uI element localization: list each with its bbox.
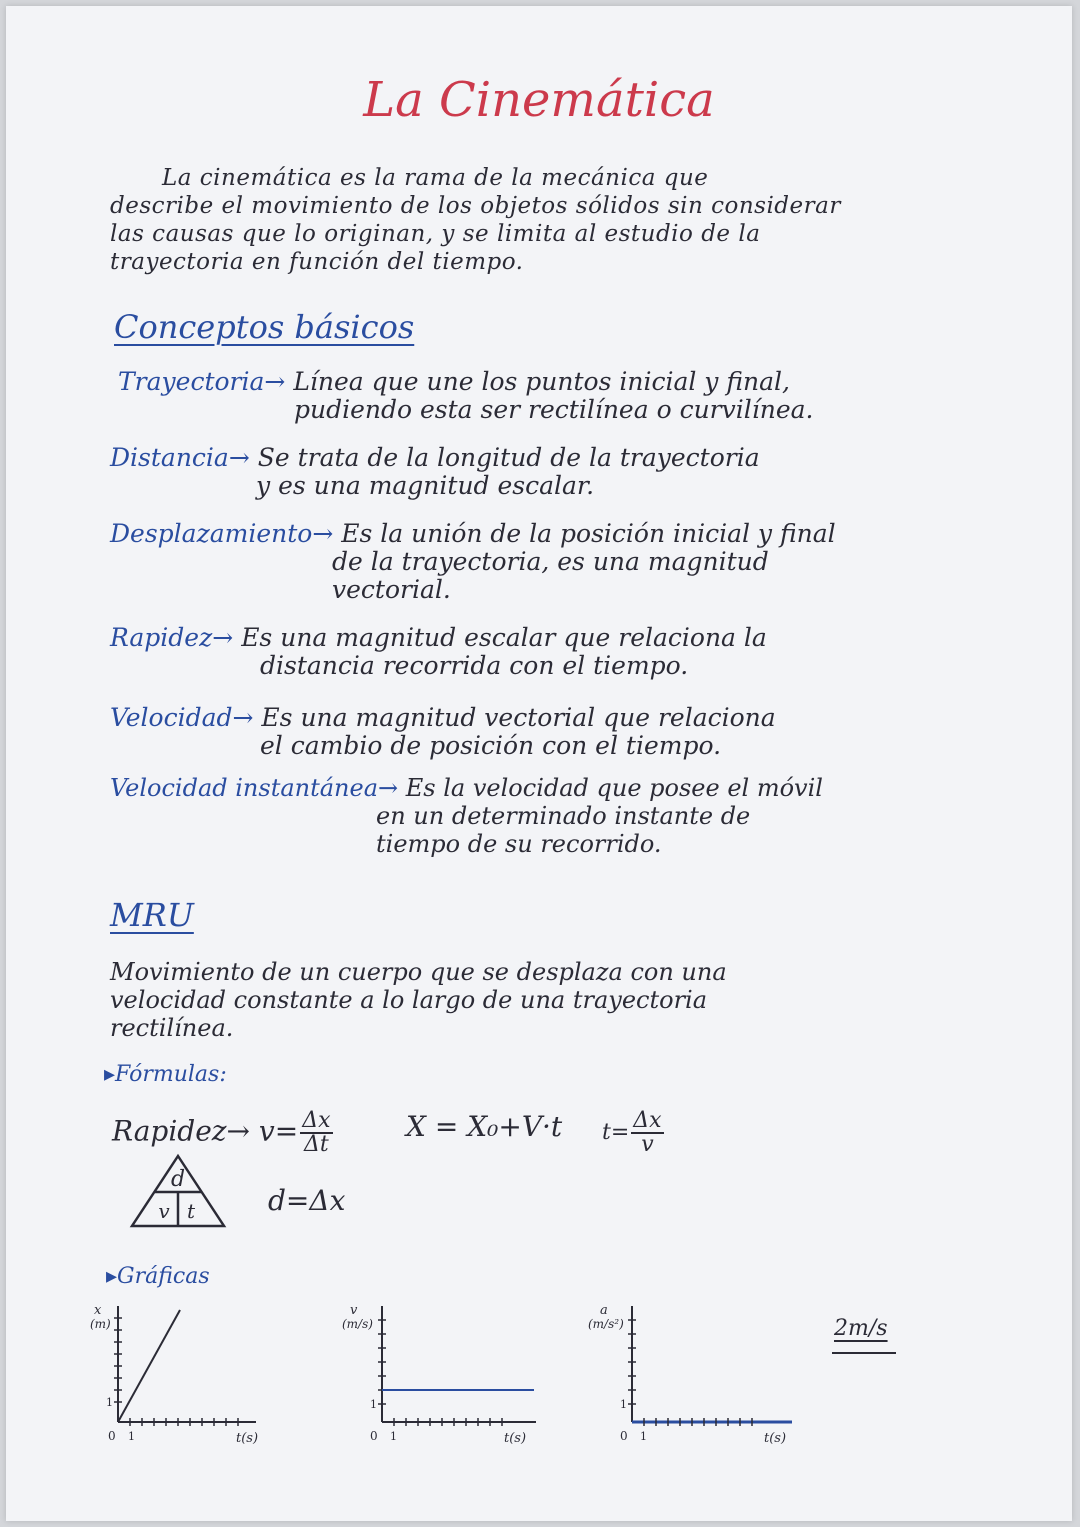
fraction-numerator: Δx: [633, 1108, 662, 1133]
rapidez-formula: [112, 1110, 333, 1156]
notebook-page: [6, 6, 1072, 1521]
intro-paragraph: [110, 164, 870, 276]
intro-line: las causas que lo originan, y se limita al estudio de la: [110, 221, 761, 247]
y-axis-label: a: [600, 1303, 608, 1318]
section-heading-mru: MRU: [110, 896, 194, 934]
concept-desc: Es una magnitud vectorial que relaciona: [261, 703, 776, 732]
concept-velocidad-instantanea: [110, 774, 890, 858]
fraction-denominator: Δt: [303, 1132, 329, 1157]
d-formula: d=Δx: [268, 1184, 346, 1217]
concept-term: Trayectoria: [118, 367, 265, 396]
x-tick-label: 1: [128, 1430, 135, 1443]
concept-term: Distancia: [110, 443, 229, 472]
graph-position-time: [86, 1298, 286, 1448]
concept-desc: pudiendo esta ser rectilínea o curvilínea.: [294, 395, 814, 424]
arrow-icon: →: [212, 623, 234, 652]
arrow-icon: →: [264, 367, 286, 396]
x-tick-label: 1: [640, 1430, 647, 1443]
y-axis-unit: (m/s): [342, 1317, 373, 1331]
graph-acceleration-time: [586, 1298, 806, 1448]
v-equals: v=: [258, 1114, 299, 1148]
concept-desc: el cambio de posición con el tiempo.: [260, 731, 722, 760]
graph-velocity-time: [340, 1298, 550, 1448]
concept-distancia: [110, 444, 890, 500]
position-line: [118, 1310, 180, 1422]
mru-definition: [110, 958, 830, 1042]
triangle-t: t: [186, 1199, 196, 1223]
y-tick-label: 1: [106, 1396, 113, 1409]
fraction-denominator: v: [641, 1132, 654, 1157]
x-axis-label: t(s): [236, 1431, 259, 1446]
y-axis-label: v: [350, 1303, 358, 1318]
position-formula: X = X₀+V·t: [406, 1110, 563, 1143]
concept-desc: tiempo de su recorrido.: [376, 830, 662, 858]
concept-desc: de la trayectoria, es una magnitud: [332, 547, 769, 576]
mru-line: rectilínea.: [110, 1014, 234, 1042]
concept-desc: vectorial.: [332, 575, 451, 604]
side-note: 2m/s: [834, 1316, 888, 1341]
graficas-label: ▸Gráficas: [106, 1264, 210, 1289]
concept-desc: Se trata de la longitud de la trayectoria: [257, 443, 760, 472]
mru-line: velocidad constante a lo largo de una trayectoria: [110, 986, 708, 1014]
concept-trayectoria: [118, 368, 898, 424]
section-heading-conceptos: Conceptos básicos: [114, 308, 415, 346]
arrow-icon: →: [228, 443, 250, 472]
concept-rapidez: [110, 624, 890, 680]
fraction-numerator: Δx: [302, 1108, 331, 1133]
t-fraction: [631, 1110, 663, 1156]
arrow-icon: →: [226, 1114, 251, 1148]
arrow-icon: →: [312, 519, 334, 548]
concept-desc: en un determinado instante de: [376, 802, 751, 830]
time-formula: [602, 1110, 664, 1156]
y-tick-label: 1: [620, 1398, 627, 1411]
triangle-d: d: [170, 1167, 186, 1192]
divider: [832, 1352, 896, 1354]
concept-desc: distancia recorrida con el tiempo.: [260, 651, 689, 680]
t-equals: t=: [602, 1120, 630, 1145]
dvt-triangle-icon: [128, 1152, 228, 1232]
intro-line: La cinemática es la rama de la mecánica que: [162, 165, 709, 191]
formulas-label: ▸Fórmulas:: [104, 1062, 227, 1087]
concept-term: Velocidad instantánea: [110, 774, 379, 802]
origin-label: 0: [370, 1429, 378, 1443]
v-fraction: [300, 1110, 332, 1156]
rapidez-label: Rapidez: [112, 1114, 227, 1148]
intro-line: describe el movimiento de los objetos sólidos sin considerar: [110, 193, 841, 219]
arrow-icon: →: [232, 703, 254, 732]
intro-line: trayectoria en función del tiempo.: [110, 249, 524, 275]
x-axis-label: t(s): [504, 1431, 527, 1446]
triangle-v: v: [158, 1199, 170, 1223]
concept-desc: Línea que une los puntos inicial y final,: [293, 367, 790, 396]
concept-term: Velocidad: [110, 703, 233, 732]
origin-label: 0: [620, 1429, 628, 1443]
concept-desc: y es una magnitud escalar.: [256, 471, 595, 500]
y-axis-unit: (m/s²): [588, 1317, 624, 1331]
concept-desc: Es la velocidad que posee el móvil: [405, 774, 823, 802]
concept-desc: Es la unión de la posición inicial y final: [341, 519, 836, 548]
concept-desplazamiento: [110, 520, 890, 604]
y-axis-unit: (m): [90, 1317, 111, 1331]
x-tick-label: 1: [390, 1430, 397, 1443]
page-title: La Cinemática: [363, 72, 715, 128]
concept-velocidad: [110, 704, 890, 760]
mru-line: Movimiento de un cuerpo que se desplaza con una: [110, 958, 727, 986]
concept-desc: Es una magnitud escalar que relaciona la: [241, 623, 767, 652]
arrow-icon: →: [378, 774, 399, 802]
origin-label: 0: [108, 1429, 116, 1443]
concept-term: Desplazamiento: [110, 519, 313, 548]
x-axis-label: t(s): [764, 1431, 787, 1446]
concept-term: Rapidez: [110, 623, 213, 652]
y-axis-label: x: [94, 1303, 102, 1318]
y-tick-label: 1: [370, 1398, 377, 1411]
